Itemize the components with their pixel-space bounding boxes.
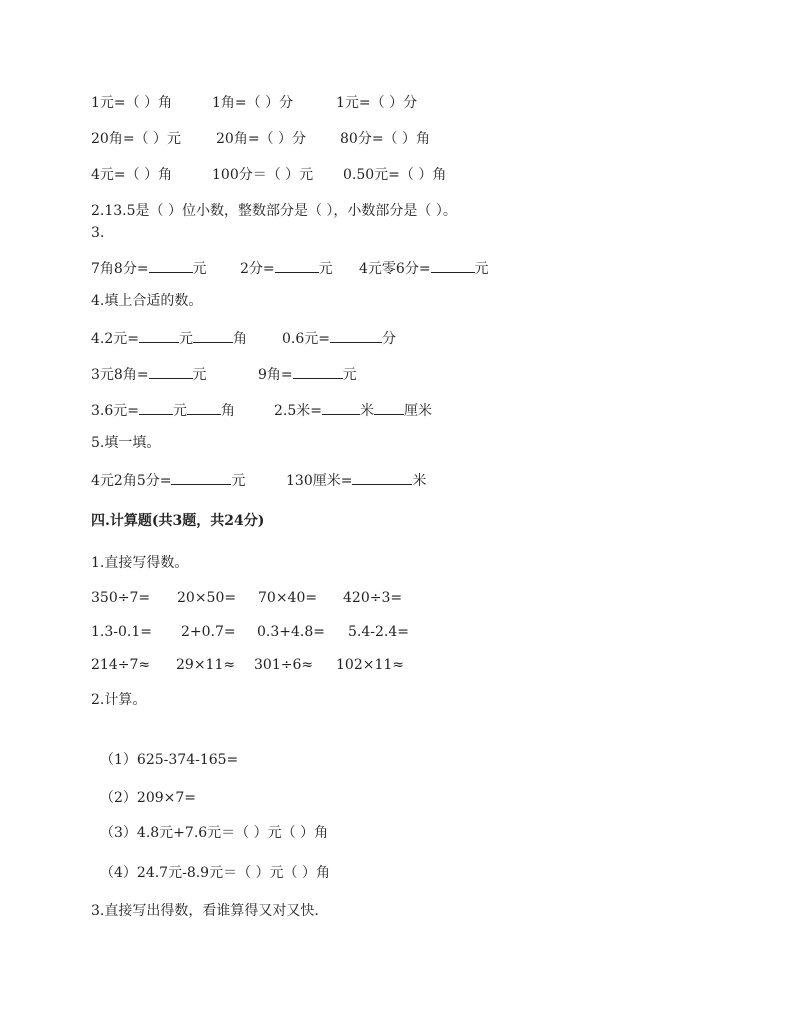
answer-blank[interactable] [187, 400, 221, 415]
calc-item: 2+0.7= [181, 624, 236, 640]
q4-r3-a-unit: 角 [221, 403, 235, 419]
item-text: 625-374-165= [136, 752, 239, 768]
q4-r3-b-unit: 厘米 [404, 403, 432, 419]
calc2-item [100, 789, 196, 807]
q4-r1-a-prefix: 4.2元= [91, 331, 139, 347]
q4-r1-b-unit: 分 [382, 331, 396, 347]
q4-r2-b-prefix: 9角= [258, 367, 293, 383]
calc-item: 1.3-0.1= [91, 624, 152, 640]
q3-a-prefix: 7角8分= [91, 261, 149, 277]
answer-blank[interactable] [149, 258, 193, 273]
q1-item: 0.50元=（ ）角 [343, 167, 447, 183]
calc-item: 301÷6≈ [254, 657, 314, 673]
section-title: 四.计算题(共3题，共24分) [91, 513, 265, 529]
q3-b-unit: 元 [318, 261, 333, 277]
calc-item: 20×50= [177, 590, 237, 606]
q4-r3-a-prefix: 3.6元= [91, 403, 139, 419]
q5-a-unit: 元 [231, 473, 246, 489]
q4-r3-b-mid: 米 [360, 403, 374, 419]
q4-r3-a-mid: 元 [173, 403, 187, 419]
q1-item: 1角=（ ）分 [212, 95, 294, 111]
q1-item: 20角=（ ）元 [91, 131, 181, 147]
q1-item: 100分＝（ ）元 [212, 167, 314, 183]
item-number: （1） [100, 752, 137, 768]
q3-label: 3. [91, 225, 105, 241]
q1-item: 4元=（ ）角 [91, 167, 173, 183]
q1-item: 80分=（ ）角 [340, 131, 430, 147]
q1-item: 20角=（ ）分 [216, 131, 306, 147]
q4-r3-b-prefix: 2.5米= [274, 403, 322, 419]
q3-c-prefix: 4元零6分= [359, 261, 431, 277]
answer-blank[interactable] [139, 400, 173, 415]
item-number: （4） [100, 865, 137, 881]
calc-item: 102×11≈ [336, 657, 404, 673]
calc-item: 350÷7= [91, 590, 151, 606]
q4-r2-a-unit: 元 [192, 367, 207, 383]
answer-blank[interactable] [171, 470, 231, 485]
q3-b-prefix: 2分= [240, 261, 275, 277]
q1-item: 1元=（ ）角 [91, 95, 173, 111]
answer-blank[interactable] [431, 258, 475, 273]
calc2-item [100, 751, 238, 769]
item-text: 209×7= [136, 790, 197, 806]
q3-c-unit: 元 [474, 261, 489, 277]
q4-label: 4.填上合适的数。 [91, 293, 203, 309]
calc-item: 70×40= [258, 590, 318, 606]
q2-text: 2.13.5是（ ）位小数，整数部分是（ ），小数部分是（ ）。 [91, 203, 457, 219]
q1-item: 1元=（ ）分 [336, 95, 418, 111]
calc-item: 5.4-2.4= [348, 624, 409, 640]
calc-item: 29×11≈ [176, 657, 236, 673]
answer-blank[interactable] [139, 328, 179, 343]
q5-b-unit: 米 [412, 473, 427, 489]
answer-blank[interactable] [193, 328, 233, 343]
calc2-item [100, 864, 330, 882]
calc2-label: 2.计算。 [91, 692, 147, 708]
calc-item: 0.3+4.8= [257, 624, 325, 640]
q4-r1-a-mid: 元 [179, 331, 193, 347]
q4-r2-a-prefix: 3元8角= [91, 367, 149, 383]
q3-a-unit: 元 [192, 261, 207, 277]
calc-item: 214÷7≈ [91, 657, 151, 673]
item-number: （3） [100, 825, 137, 841]
calc2-item [100, 824, 328, 842]
answer-blank[interactable] [374, 400, 404, 415]
item-number: （2） [100, 790, 137, 806]
answer-blank[interactable] [293, 364, 343, 379]
answer-blank[interactable] [352, 470, 412, 485]
q5-label: 5.填一填。 [91, 435, 161, 451]
item-text: 24.7元-8.9元＝（ ）元（ ）角 [136, 865, 330, 881]
answer-blank[interactable] [149, 364, 193, 379]
answer-blank[interactable] [275, 258, 319, 273]
q4-r2-b-unit: 元 [342, 367, 357, 383]
answer-blank[interactable] [322, 400, 360, 415]
q5-a-prefix: 4元2角5分= [91, 473, 172, 489]
q4-r1-b-prefix: 0.6元= [282, 331, 330, 347]
calc3-label: 3.直接写出得数，看谁算得又对又快. [91, 903, 319, 919]
q4-r1-a-unit: 角 [233, 331, 247, 347]
calc1-label: 1.直接写得数。 [91, 555, 189, 571]
item-text: 4.8元+7.6元＝（ ）元（ ）角 [136, 825, 329, 841]
calc-item: 420÷3= [343, 590, 403, 606]
q5-b-prefix: 130厘米= [286, 473, 353, 489]
answer-blank[interactable] [330, 328, 382, 343]
